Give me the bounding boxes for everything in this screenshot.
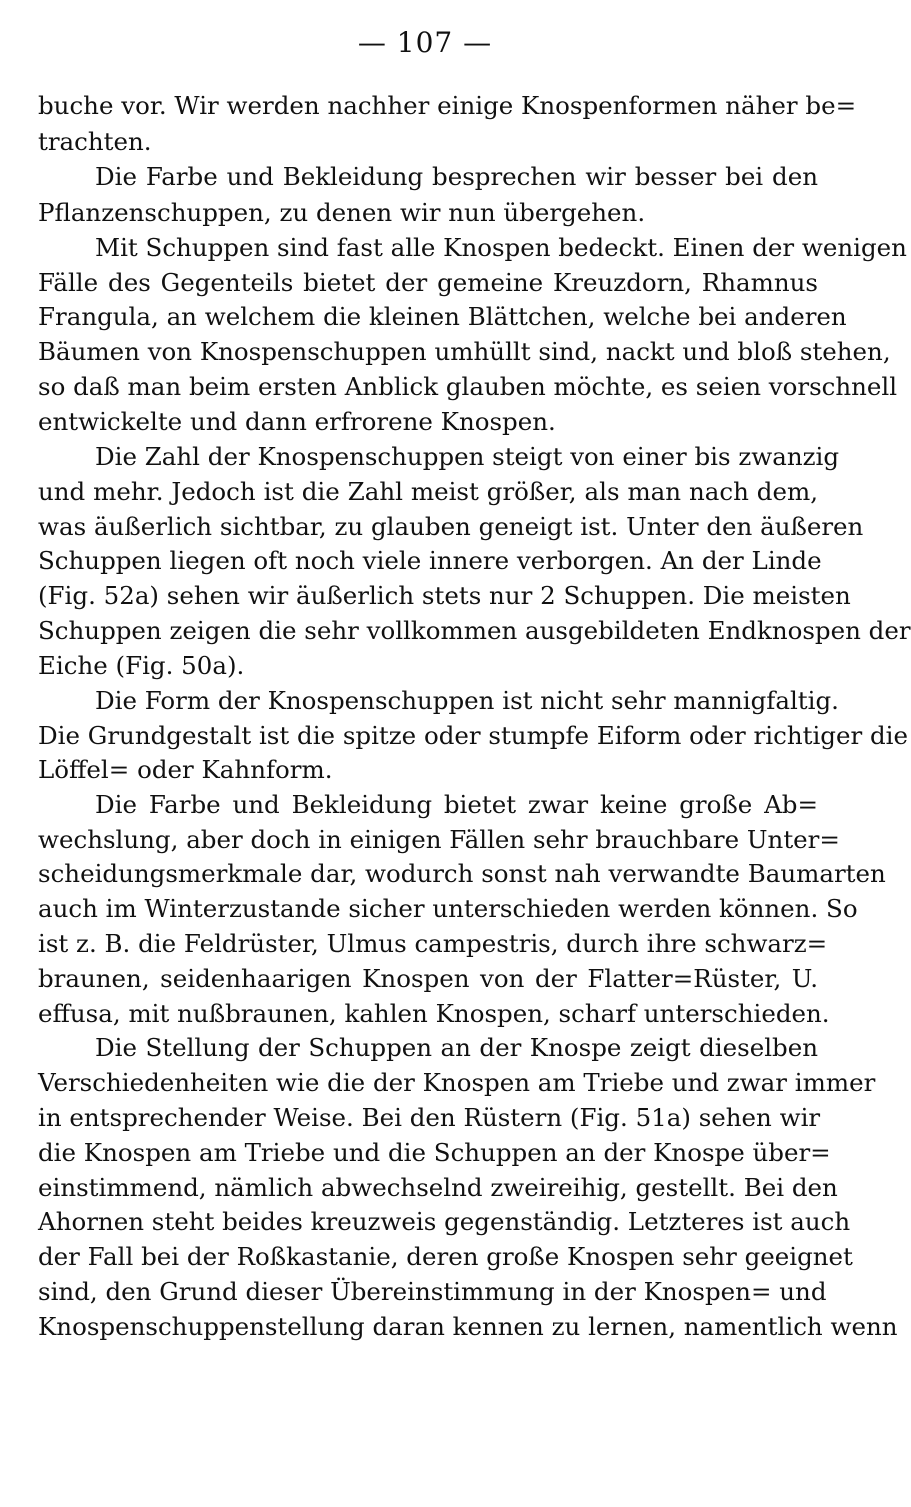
- text-line: Eiche (Fig. 50a).: [38, 651, 245, 680]
- page-number: — 107 —: [357, 26, 493, 59]
- text-line: Bäumen von Knospenschuppen umhüllt sind, nackt und bloß stehen,: [38, 337, 891, 366]
- text-line: Die Form der Knospenschuppen ist nicht sehr mannigfaltig.: [95, 686, 839, 715]
- text-line: Die Farbe und Bekleidung besprechen wir besser bei den: [95, 162, 818, 191]
- text-line: Die Stellung der Schuppen an der Knospe zeigt dieselben: [95, 1033, 818, 1062]
- text-line: ist z. B. die Feldrüster, Ulmus campestris, durch ihre schwarz=: [38, 929, 828, 958]
- text-line: so daß man beim ersten Anblick glauben möchte, es seien vorschnell: [38, 372, 898, 401]
- text-line: der Fall bei der Roßkastanie, deren große Knospen sehr geeignet: [38, 1242, 853, 1271]
- text-line: trachten.: [38, 127, 152, 156]
- text-line: (Fig. 52a) sehen wir äußerlich stets nur 2 Schuppen. Die meisten: [38, 581, 851, 610]
- text-line: Die Farbe und Bekleidung bietet zwar keine große Ab=: [95, 790, 818, 819]
- text-line: Mit Schuppen sind fast alle Knospen bedeckt. Einen der wenigen: [95, 233, 907, 262]
- text-line: buche vor. Wir werden nachher einige Knospenformen näher be=: [38, 91, 857, 120]
- text-line: Knospenschuppenstellung daran kennen zu lernen, namentlich wenn: [38, 1312, 898, 1341]
- text-line: auch im Winterzustande sicher unterschieden werden können. So: [38, 894, 858, 923]
- text-line: sind, den Grund dieser Übereinstimmung in der Knospen= und: [38, 1277, 827, 1306]
- text-line: Die Grundgestalt ist die spitze oder stumpfe Eiform oder richtiger die: [38, 721, 908, 750]
- text-line: Ahornen steht beides kreuzweis gegenständig. Letzteres ist auch: [38, 1207, 851, 1236]
- text-line: die Knospen am Triebe und die Schuppen an der Knospe über=: [38, 1138, 831, 1167]
- text-line: effusa, mit nußbraunen, kahlen Knospen, scharf unterschieden.: [38, 999, 830, 1028]
- text-line: entwickelte und dann erfrorene Knospen.: [38, 407, 556, 436]
- text-line: in entsprechender Weise. Bei den Rüstern (Fig. 51a) sehen wir: [38, 1103, 821, 1132]
- text-line: wechslung, aber doch in einigen Fällen sehr brauchbare Unter=: [38, 825, 840, 854]
- text-line: und mehr. Jedoch ist die Zahl meist größer, als man nach dem,: [38, 477, 818, 506]
- text-line: Löffel= oder Kahnform.: [38, 755, 333, 784]
- text-line: braunen, seidenhaarigen Knospen von der Flatter=Rüster, U.: [38, 964, 818, 993]
- text-line: Schuppen liegen oft noch viele innere verborgen. An der Linde: [38, 546, 822, 575]
- text-line: Verschiedenheiten wie die der Knospen am Triebe und zwar immer: [38, 1068, 876, 1097]
- text-line: Pflanzenschuppen, zu denen wir nun übergehen.: [38, 198, 646, 227]
- text-line: was äußerlich sichtbar, zu glauben geneigt ist. Unter den äußeren: [38, 512, 864, 541]
- text-line: Frangula, an welchem die kleinen Blättchen, welche bei anderen: [38, 302, 847, 331]
- text-line: Schuppen zeigen die sehr vollkommen ausgebildeten Endknospen der: [38, 616, 911, 645]
- text-line: scheidungsmerkmale dar, wodurch sonst nah verwandte Baumarten: [38, 859, 886, 888]
- text-line: einstimmend, nämlich abwechselnd zweireihig, gestellt. Bei den: [38, 1173, 838, 1202]
- text-line: Fälle des Gegenteils bietet der gemeine Kreuzdorn, Rhamnus: [38, 268, 818, 297]
- text-line: Die Zahl der Knospenschuppen steigt von einer bis zwanzig: [95, 442, 840, 471]
